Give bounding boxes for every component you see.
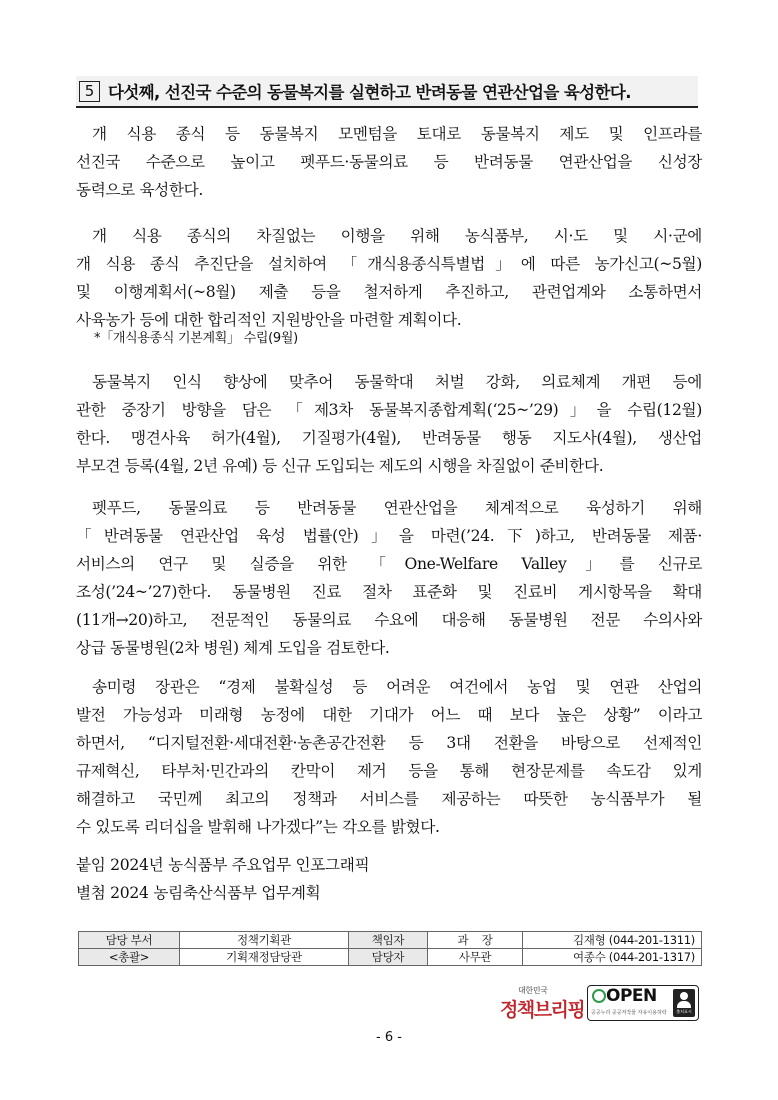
table-cell: 기획재정담당관 xyxy=(180,949,349,966)
paragraph-2 xyxy=(76,222,702,334)
paragraph-line: 송미령 장관은 “경제 불확실성 등 어려운 여건에서 농업 및 연관 산업의 xyxy=(92,678,702,696)
attachment-line: 별첨 2024 농림축산식품부 업무계획 xyxy=(76,884,321,902)
paragraph-5 xyxy=(76,673,702,841)
paragraph-line: 한다. 맹견사육 허가(4월), 기질평가(4월), 반려동물 행동 지도사(4월), 생산업 xyxy=(76,429,702,447)
paragraph-line: 조성(’24~’27)한다. 동물병원 진료 절차 표준화 및 진료비 게시항목을 확대 xyxy=(76,583,702,601)
paragraph-line: 부모견 등록(4월, 2년 유예) 등 신규 도입되는 제도의 시행을 차질없이 준비한다. xyxy=(76,457,604,475)
footnote: *「개식용종식 기본계획」 수립(9월) xyxy=(94,331,298,346)
paragraph-line: 사육농가 등에 대한 합리적인 지원방안을 마련할 계획이다. xyxy=(76,311,462,329)
paragraph-line: 동물복지 인식 향상에 맞추어 동물학대 처벌 강화, 의료체계 개편 등에 xyxy=(92,373,702,391)
table-cell: 담당 부서 xyxy=(79,932,180,949)
table-row xyxy=(79,932,702,949)
table-cell: <총괄> xyxy=(79,949,180,966)
paragraph-1 xyxy=(76,120,702,204)
paragraph-line: 발전 가능성과 미래형 농정에 대한 기대가 어느 때 보다 높은 상황” 이라고 xyxy=(76,706,702,724)
logo-small-text: 대한민국 xyxy=(518,986,548,995)
section-title: 다섯째, 선진국 수준의 동물복지를 실현하고 반려동물 연관산업을 육성한다. xyxy=(108,83,631,102)
section-heading xyxy=(76,76,698,108)
table-cell: 김재형 (044-201-1311) xyxy=(523,932,702,949)
paragraph-line: 서비스의 연구 및 실증을 위한 「One-Welfare Valley」를 신규로 xyxy=(76,555,702,573)
paragraph-line: 선진국 수준으로 높이고 펫푸드·동물의료 등 반려동물 연관산업을 신성장 xyxy=(76,153,702,171)
attribution-badge xyxy=(673,989,695,1017)
paragraph-line: 펫푸드, 동물의료 등 반려동물 연관산업을 체계적으로 육성하기 위해 xyxy=(92,499,702,517)
table-cell: 여종수 (044-201-1317) xyxy=(523,949,702,966)
paragraph-line: 해결하고 국민께 최고의 정책과 서비스를 제공하는 따뜻한 농식품부가 될 xyxy=(76,790,702,808)
paragraph-line: 개 식용 종식 등 동물복지 모멘텀을 토대로 동물복지 제도 및 인프라를 xyxy=(92,125,702,143)
table-cell: 과 장 xyxy=(428,932,523,949)
logo-main-text: 정책브리핑 xyxy=(500,999,585,1021)
person-icon xyxy=(680,992,688,1000)
paragraph-line: 수 있도록 리더십을 발휘해 나가겠다”는 각오를 밝혔다. xyxy=(76,818,440,836)
paragraph-line: 상급 동물병원(2차 병원) 체계 도입을 검토한다. xyxy=(76,639,390,657)
contact-table xyxy=(78,931,702,966)
attachment-line: 붙임 2024년 농식품부 주요업무 인포그래픽 xyxy=(76,856,370,874)
policy-briefing-logo xyxy=(500,985,585,1023)
paragraph-line: 개 식용 종식의 차질없는 이행을 위해 농식품부, 시·도 및 시·군에 xyxy=(92,227,702,245)
paragraph-line: 동력으로 육성한다. xyxy=(76,181,203,199)
paragraph-line: 및 이행계획서(~8월) 제출 등을 철저하게 추진하고, 관련업계와 소통하면서 xyxy=(76,283,702,301)
paragraph-line: 관한 중장기 방향을 담은 「제3차 동물복지종합계획(‘25~’29)」을 수립(12월) xyxy=(76,401,702,419)
paragraph-line: 하면서, “디지털전환·세대전환·농촌공간전환 등 3대 전환을 바탕으로 선제적인 xyxy=(76,734,702,752)
table-cell: 사무관 xyxy=(428,949,523,966)
paragraph-line: (11개→20)하고, 전문적인 동물의료 수요에 대응해 동물병원 전문 수의사와 xyxy=(76,611,702,629)
paragraph-3 xyxy=(76,368,702,480)
open-license-logo xyxy=(587,985,699,1021)
table-cell: 정책기획관 xyxy=(180,932,349,949)
open-logo-text: OPEN xyxy=(606,986,657,1006)
table-cell: 담당자 xyxy=(349,949,428,966)
person-body-icon xyxy=(677,1001,691,1008)
badge-label: 출처표시 xyxy=(676,1009,692,1014)
open-sub-text: 공공누리 공공저작물 자유이용허락 xyxy=(591,1010,667,1016)
section-number-box: 5 xyxy=(79,81,100,102)
paragraph-4 xyxy=(76,494,702,662)
table-row xyxy=(79,949,702,966)
page-number: - 6 - xyxy=(376,1030,402,1045)
open-circle-icon xyxy=(592,989,606,1003)
paragraph-line: 개 식용 종식 추진단을 설치하여 「개식용종식특별법」에 따른 농가신고(~5월) xyxy=(76,255,702,273)
table-cell: 책임자 xyxy=(349,932,428,949)
paragraph-line: 「반려동물 연관산업 육성 법률(안)」을 마련(’24.下)하고, 반려동물 제품· xyxy=(76,527,702,545)
paragraph-line: 규제혁신, 타부처·민간과의 칸막이 제거 등을 통해 현장문제를 속도감 있게 xyxy=(76,762,702,780)
